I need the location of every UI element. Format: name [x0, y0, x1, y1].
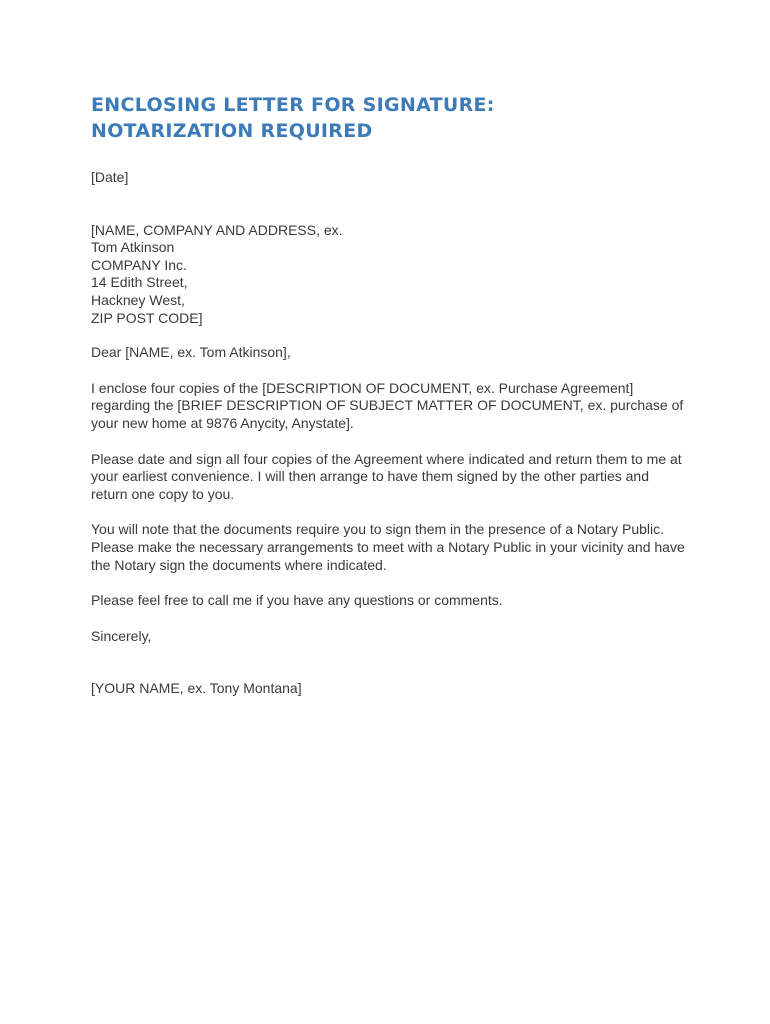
signature-name: [YOUR NAME, ex. Tony Montana] [91, 680, 302, 697]
recipient-address [91, 222, 691, 328]
address-line: COMPANY Inc. [91, 256, 187, 273]
paragraph-contact [91, 592, 691, 610]
salutation: Dear [NAME, ex. Tom Atkinson], [91, 344, 291, 361]
paragraph-line: Please date and sign all four copies of the Agreement where indicated and return them to me at [91, 450, 682, 467]
address-line: Tom Atkinson [91, 239, 175, 256]
paragraph-line: Please feel free to call me if you have any questions or comments. [91, 592, 503, 609]
address-line: ZIP POST CODE] [91, 309, 203, 326]
paragraph-line: regarding the [BRIEF DESCRIPTION OF SUBJECT MATTER OF DOCUMENT, ex. purchase of [91, 397, 684, 414]
address-line: 14 Edith Street, [91, 274, 188, 291]
title-line: ENCLOSING LETTER FOR SIGNATURE: [91, 94, 495, 116]
letter-body [91, 92, 691, 698]
closing: Sincerely, [91, 627, 152, 644]
paragraph-sign-instructions [91, 451, 691, 504]
paragraph-notary [91, 521, 691, 574]
paragraph-line: You will note that the documents require you to sign them in the presence of a Notary Public. [91, 521, 665, 538]
paragraph-line: Please make the necessary arrangements to meet with a Notary Public in your vicinity and have [91, 538, 685, 555]
title-line: NOTARIZATION REQUIRED [91, 120, 373, 142]
address-line: Hackney West, [91, 291, 185, 308]
paragraph-line: the Notary sign the documents where indicated. [91, 556, 387, 573]
letter-title [91, 92, 691, 144]
paragraph-line: I enclose four copies of the [DESCRIPTION OF DOCUMENT, ex. Purchase Agreement] [91, 379, 634, 396]
paragraph-line: your earliest convenience. I will then arrange to have them signed by the other parties and [91, 468, 649, 485]
paragraph-line: your new home at 9876 Anycity, Anystate]. [91, 414, 354, 431]
paragraph-line: return one copy to you. [91, 485, 235, 502]
letter-date: [Date] [91, 169, 129, 185]
address-line: [NAME, COMPANY AND ADDRESS, ex. [91, 221, 343, 238]
paragraph-enclosure [91, 380, 691, 433]
